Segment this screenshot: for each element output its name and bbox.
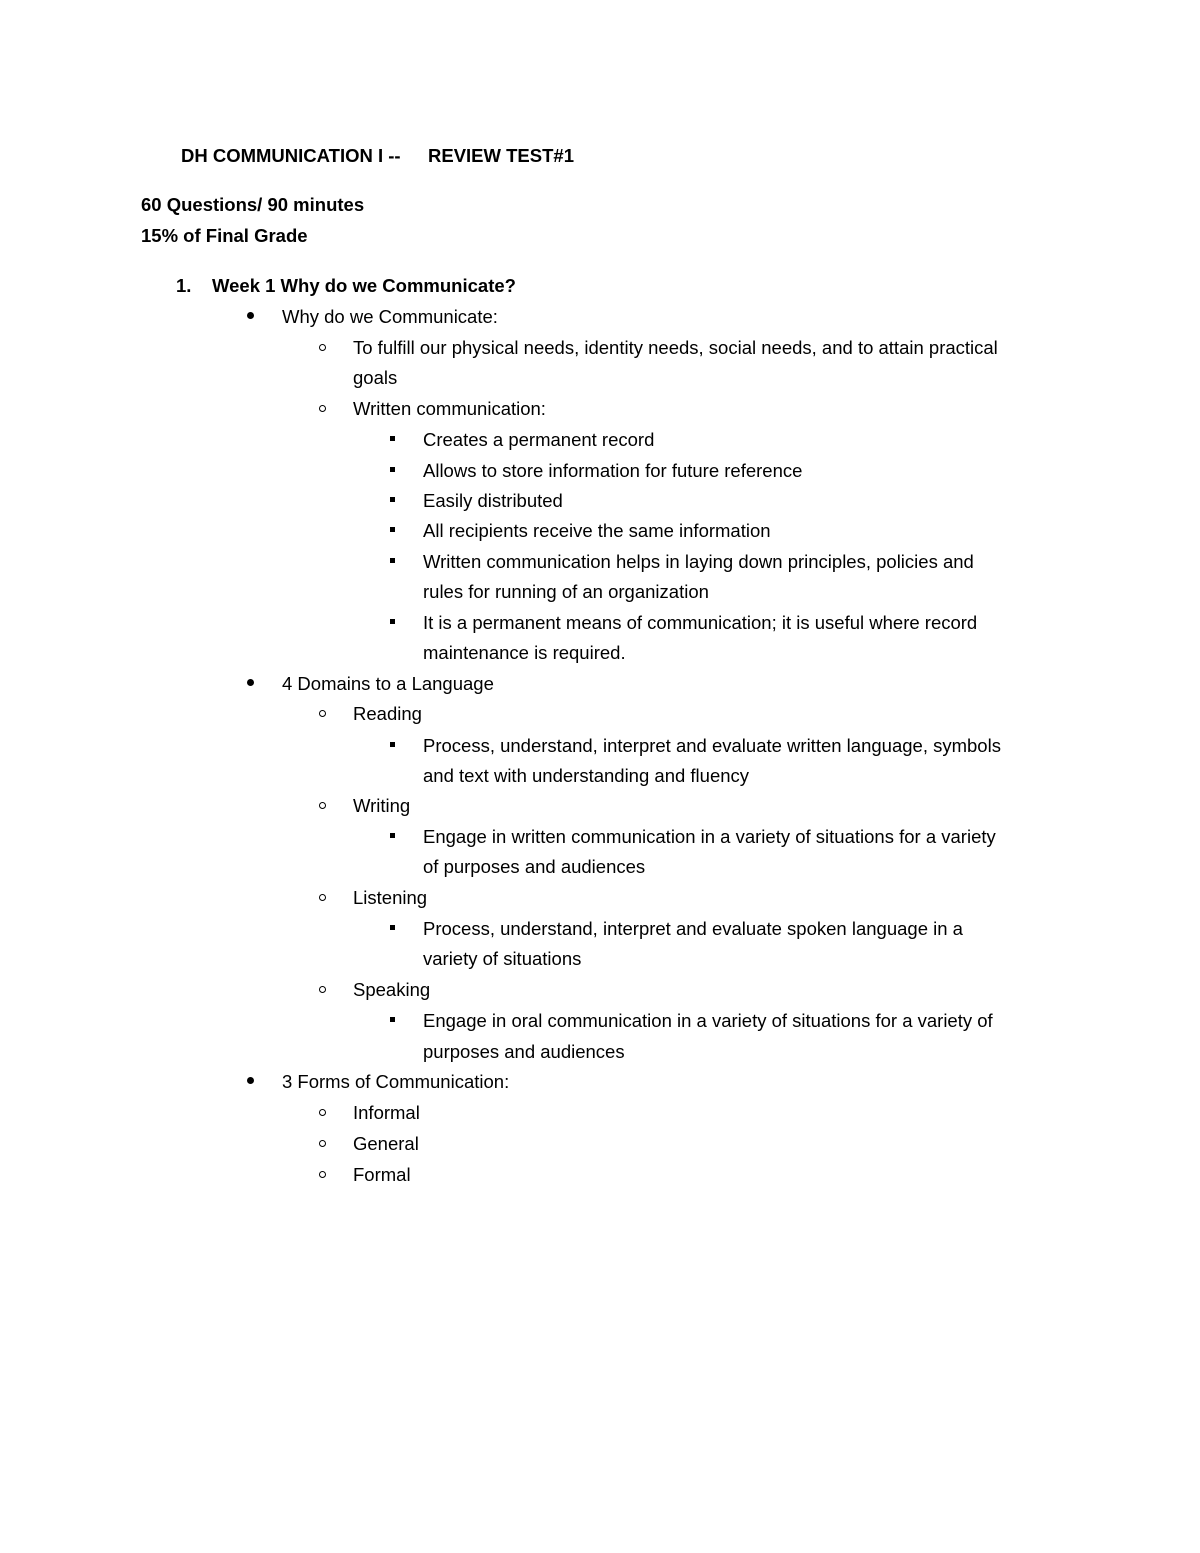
- bullet-disc-icon: [247, 1077, 254, 1084]
- bullet-domains: 4 Domains to a Language: [282, 673, 494, 694]
- reading-desc-line2: and text with understanding and fluency: [423, 765, 750, 786]
- bullet-square-icon: [390, 742, 395, 747]
- section-heading: Week 1 Why do we Communicate?: [212, 275, 516, 296]
- bullet-disc-icon: [247, 679, 254, 686]
- bullet-square-icon: [390, 833, 395, 838]
- bullet-disc-icon: [247, 312, 254, 319]
- bullet-square-icon: [390, 497, 395, 502]
- bullet-circle-icon: [319, 986, 326, 993]
- bullet-square-icon: [390, 467, 395, 472]
- writing-desc-line2: of purposes and audiences: [423, 856, 646, 877]
- bullet-circle-icon: [319, 405, 326, 412]
- doc-title-right: REVIEW TEST#1: [428, 145, 574, 166]
- questions-info: 60 Questions/ 90 minutes: [141, 194, 365, 215]
- bullet-circle-icon: [319, 1171, 326, 1178]
- bullet-forms: 3 Forms of Communication:: [282, 1071, 510, 1092]
- bullet-square-icon: [390, 527, 395, 532]
- form-general: General: [353, 1133, 419, 1154]
- domain-listening: Listening: [353, 887, 428, 908]
- list-item: Easily distributed: [423, 490, 563, 511]
- form-formal: Formal: [353, 1164, 411, 1185]
- listening-desc-line2: variety of situations: [423, 948, 582, 969]
- bullet-circle-icon: [319, 710, 326, 717]
- list-item-principles-line1: Written communication helps in laying down principles, policies and: [423, 551, 974, 572]
- list-item: Creates a permanent record: [423, 429, 655, 450]
- bullet-circle-icon: [319, 1109, 326, 1116]
- sub-fulfill-line2: goals: [353, 367, 398, 388]
- sub-fulfill-line1: To fulfill our physical needs, identity needs, social needs, and to attain practical: [353, 337, 998, 358]
- speaking-desc-line2: purposes and audiences: [423, 1041, 625, 1062]
- domain-reading: Reading: [353, 703, 422, 724]
- list-item: Allows to store information for future reference: [423, 460, 803, 481]
- section-number: 1.: [176, 275, 192, 296]
- bullet-square-icon: [390, 925, 395, 930]
- bullet-circle-icon: [319, 344, 326, 351]
- listening-desc-line1: Process, understand, interpret and evaluate spoken language in a: [423, 918, 963, 939]
- bullet-square-icon: [390, 558, 395, 563]
- domain-speaking: Speaking: [353, 979, 431, 1000]
- list-item-permanent-line1: It is a permanent means of communication; it is useful where record: [423, 612, 978, 633]
- list-item-principles-line2: rules for running of an organization: [423, 581, 709, 602]
- sub-written-communication: Written communication:: [353, 398, 546, 419]
- bullet-why-communicate: Why do we Communicate:: [282, 306, 498, 327]
- bullet-square-icon: [390, 436, 395, 441]
- grade-info: 15% of Final Grade: [141, 225, 308, 246]
- doc-title-left: DH COMMUNICATION I --: [181, 145, 401, 166]
- domain-writing: Writing: [353, 795, 411, 816]
- bullet-circle-icon: [319, 1140, 326, 1147]
- form-informal: Informal: [353, 1102, 420, 1123]
- writing-desc-line1: Engage in written communication in a variety of situations for a variety: [423, 826, 996, 847]
- list-item-permanent-line2: maintenance is required.: [423, 642, 626, 663]
- bullet-square-icon: [390, 619, 395, 624]
- bullet-square-icon: [390, 1017, 395, 1022]
- reading-desc-line1: Process, understand, interpret and evaluate written language, symbols: [423, 735, 1001, 756]
- bullet-circle-icon: [319, 894, 326, 901]
- speaking-desc-line1: Engage in oral communication in a variety of situations for a variety of: [423, 1010, 993, 1031]
- bullet-circle-icon: [319, 802, 326, 809]
- list-item: All recipients receive the same information: [423, 520, 771, 541]
